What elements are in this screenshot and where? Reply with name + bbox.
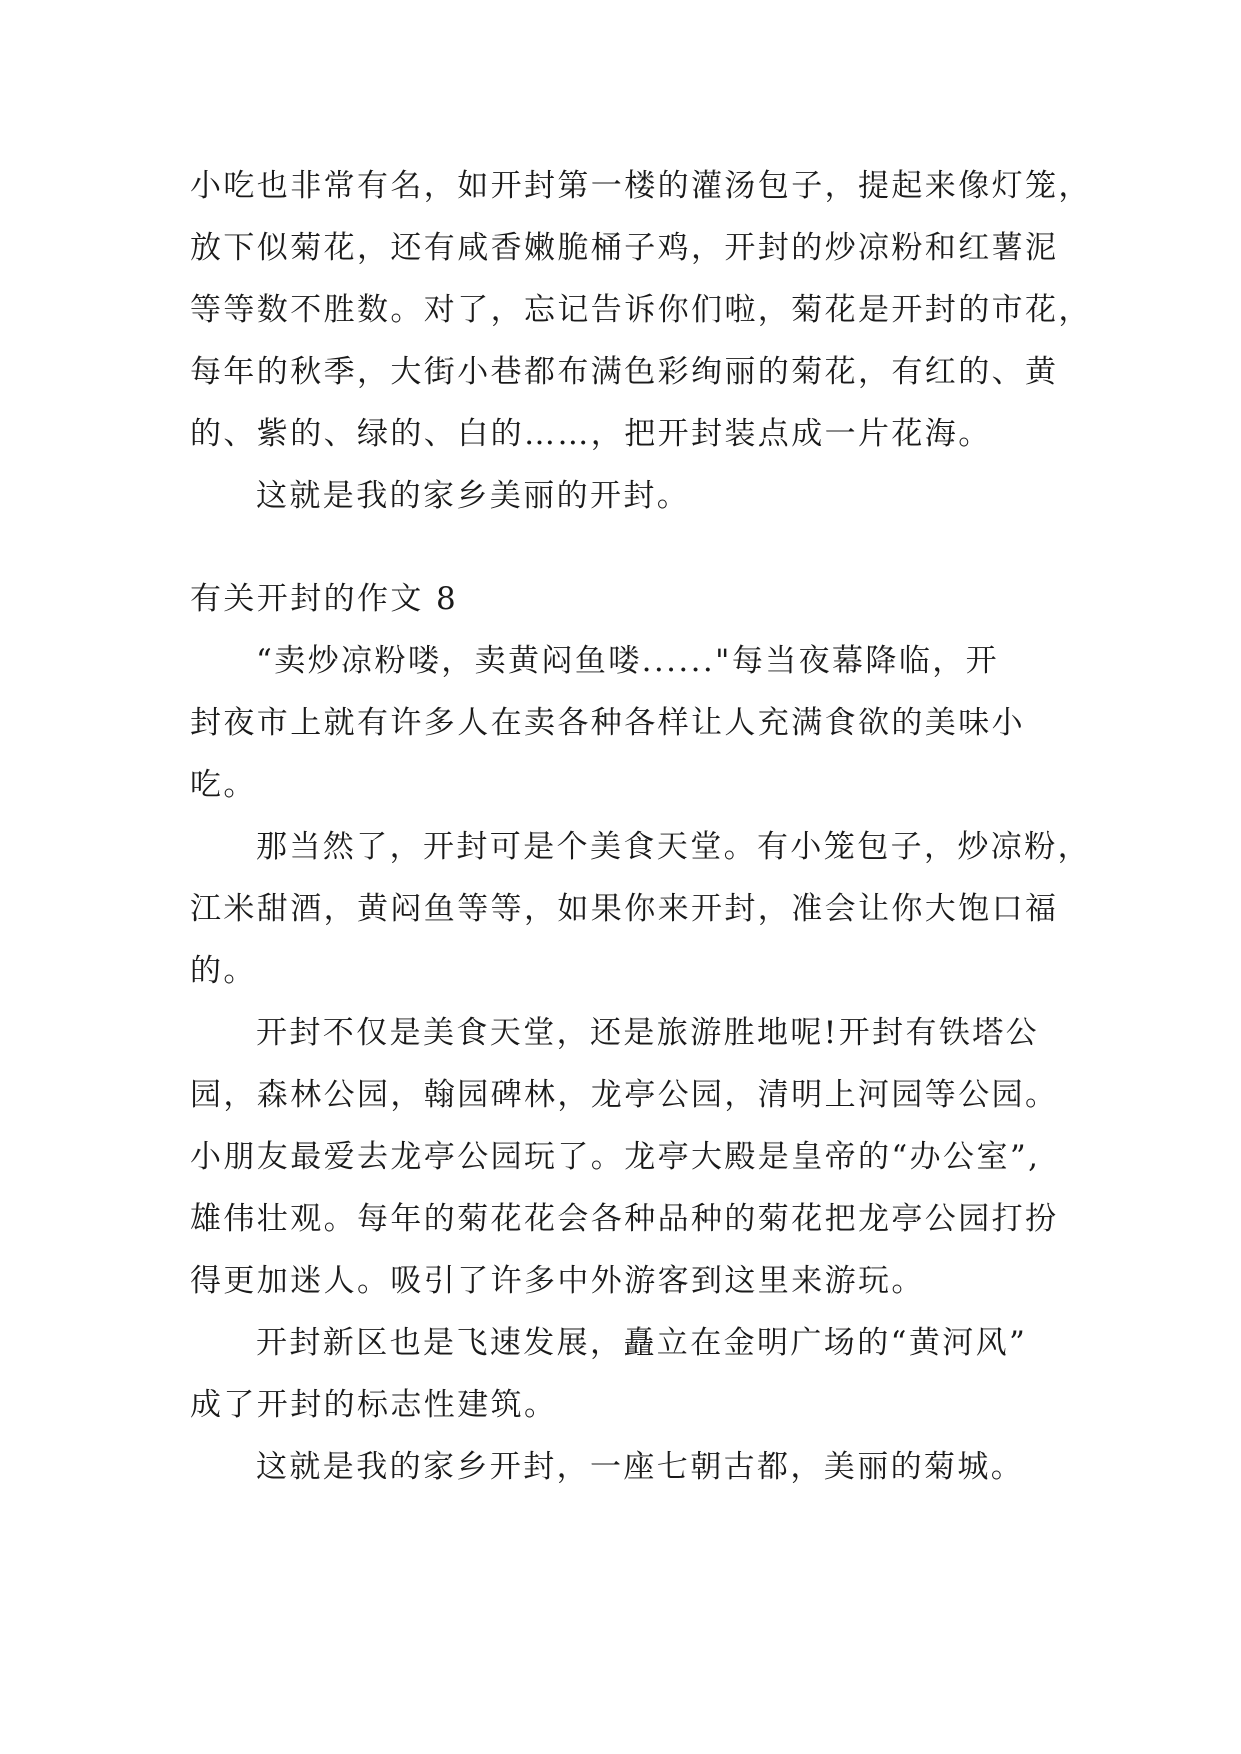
paragraph-1 (190, 630, 1070, 816)
paragraph-2 (190, 816, 1091, 1002)
paragraph-line: 成了开封的标志性建筑。 (190, 1387, 558, 1423)
paragraph-line: 得更加迷人。吸引了许多中外游客到这里来游玩。 (190, 1263, 925, 1299)
paragraph-line: “卖炒凉粉喽，卖黄闷鱼喽......"每当夜幕降临，开 (256, 643, 1000, 679)
paragraph-5 (190, 1436, 1070, 1498)
paragraph-line: 江米甜酒，黄闷鱼等等，如果你来开封，准会让你大饱口福 (190, 891, 1059, 927)
paragraph-line: 封夜市上就有许多人在卖各种各样让人充满食欲的美味小 (190, 705, 1025, 741)
previous-essay-ending (190, 155, 1092, 527)
paragraph-3 (190, 1002, 1070, 1312)
paragraph-line: 园，森林公园，翰园碑林，龙亭公园，清明上河园等公园。 (190, 1077, 1059, 1113)
paragraph-line: 的、紫的、绿的、白的……，把开封装点成一片花海。 (190, 416, 992, 452)
paragraph-line: 雄伟壮观。每年的菊花花会各种品种的菊花把龙亭公园打扮 (190, 1201, 1059, 1237)
paragraph-line: 开封新区也是飞速发展，矗立在金明广场的“黄河风” (256, 1325, 1028, 1361)
paragraph-line: 小朋友最爱去龙亭公园玩了。龙亭大殿是皇帝的“办公室”, (190, 1139, 1041, 1175)
essay-8 (190, 568, 1091, 1498)
paragraph-line: 每年的秋季，大街小巷都布满色彩绚丽的菊花，有红的、黄 (190, 354, 1059, 390)
paragraph-line: 放下似菊花，还有咸香嫩脆桶子鸡，开封的炒凉粉和红薯泥 (190, 230, 1059, 266)
paragraph-line: 等等数不胜数。对了，忘记告诉你们啦，菊花是开封的市花， (190, 292, 1092, 328)
paragraph-line: 开封不仅是美食天堂，还是旅游胜地呢!开封有铁塔公 (256, 1015, 1040, 1051)
paragraph-line: 这就是我的家乡开封，一座七朝古都，美丽的菊城。 (256, 1449, 1025, 1485)
paragraph-4 (190, 1312, 1070, 1436)
closing-paragraph: 这就是我的家乡美丽的开封。 (256, 478, 691, 514)
paragraph-line: 吃。 (190, 767, 257, 803)
paragraph-line: 小吃也非常有名，如开封第一楼的灌汤包子，提起来像灯笼， (190, 168, 1092, 204)
paragraph-line: 的。 (190, 953, 257, 989)
essay-title: 有关开封的作文 8 (190, 581, 459, 617)
paragraph-line: 那当然了，开封可是个美食天堂。有小笼包子，炒凉粉， (256, 829, 1091, 865)
